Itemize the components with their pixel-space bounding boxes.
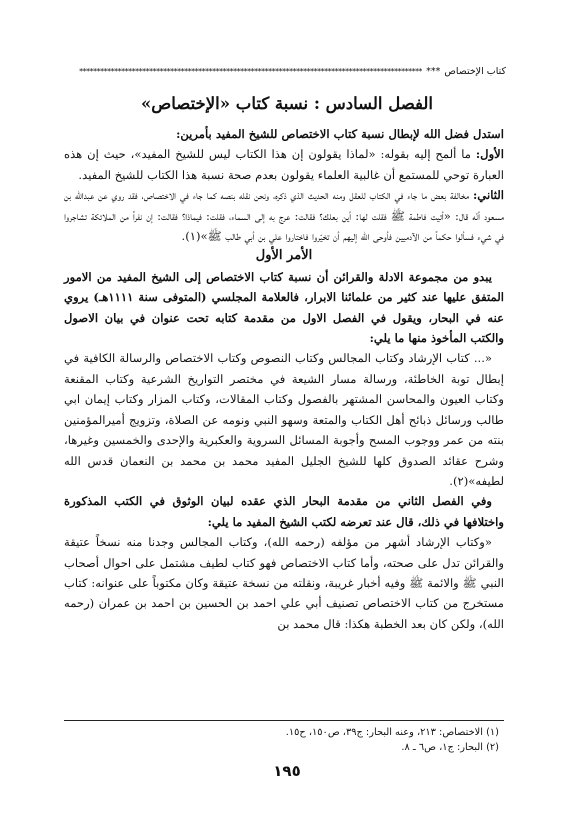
page-number: ١٩٥ [273, 762, 301, 780]
label-first: الأول: [475, 147, 504, 162]
footnote-divider [64, 720, 504, 721]
paragraph-first-reason [64, 144, 504, 185]
body-text [64, 124, 504, 634]
paragraph-evidence: يبدو من مجموعة الادلة والقرائن أن نسبة كتاب الاختصاص إلى الشيخ المفيد من الامور المتفق عليها عند كثير من علمائنا الابرار، فالعلامة المجلسي (المتوفى سنة ١١١١هـ) يروي عنه في البحار، ويقول في الفصل الاول من مقدمة كتابه تحت عنوان في بيان الاصول والكتب المأخوذ منها ما يلي: [64, 269, 504, 346]
text-second: مخالفة بعض ما جاء في الكتاب للعقل ومنه الحديث الذي ذكره، ونحن نقله بنصه كما جاء في الاختصاص، فقد روي عن عبدالله بن مسعود أنّه قال: «أتيت فاطمة ﷺ فقلت لها: أين بعلك؟ فقالت: عرج به إلى السماء، فقلت: فيماذا؟ فقالت: إن نفراً من الملائكة تشاجروا في شيء فسألوا حكماً من الآدميين فأوحى الله إليهم أن تخيّروا فاختاروا علي بن أبي طالب ﷺ»(١). [64, 188, 504, 244]
header-stars-line: ************************************************************************************************** [79, 66, 423, 76]
footnote-1: (١) الاختصاص: ٢١٣، وعنه البحار: ج٣٩، ص١٥٠، ح١٥. [285, 727, 499, 738]
text-first: ما ألمح إليه بقوله: «لماذا يقولون إن هذا الكتاب ليس للشيخ المفيد»، حيث إن هذه العبارة توحي للمستمع أن غالبية العلماء يقولون بعدم صحة نسبة هذا الكتاب للشيخ المفيد. [64, 147, 504, 182]
paragraph-quote-trust: «وكتاب الإرشاد أشهر من مؤلفه (رحمه الله)، وكتاب المجالس وجدنا منه نسخاً عتيقة والقرائن تدل على صحته، وأما كتاب الاختصاص فهو كتاب لطيف مشتمل على احوال أصحاب النبي ﷺ والائمة ﷺ وفيه أخبار غريبة، ونقلته من نسخة عتيقة وكان مكتوباً على عنوانه: كتاب مستخرج من كتاب الاختصاص تصنيف أبي علي احمد بن الحسين بن احمد بن عمران (رحمه الله)، ولكن كان بعد الخطبة هكذا: قال محمد بن [64, 535, 504, 631]
paragraph-quote-books: «... كتاب الإرشاد وكتاب المجالس وكتاب النصوص وكتاب الاختصاص والرسالة الكافية في إبطال توبة الخاطئة، ورسالة مسار الشيعة في مختصر التواريخ الشرعية وكتاب المقنعة وكتاب العيون والمحاسن المشتهر بالفصول وكتاب المقالات، وكتاب المزار وكتاب إيمان ابي طالب ورسائل ذبائح أهل الكتاب والمتعة وسهو النبي ونومه عن الصلاة، وتزويج أميرالمؤمنين بنته من عمر ووجوب المسح وأجوبة المسائل السروية والعكبرية والإحدى والخمسين وغيرها، وشرح عقائد الصدوق كلها للشيخ الجليل المفيد محمد بن محمد بن النعمان قدس الله لطيفه»(٢). [64, 351, 504, 488]
label-second: الثاني: [473, 188, 504, 203]
header-book-title: كتاب الإختصاص [444, 65, 506, 77]
header-stars-right: *** [426, 65, 441, 77]
running-header [68, 64, 506, 78]
chapter-title: الفصل السادس : نسبة كتاب «الإختصاص» [140, 94, 434, 113]
intro-paragraph: استدل فضل الله لإبطال نسبة كتاب الاختصاص للشيخ المفيد بأمرين: [176, 127, 504, 141]
section-heading: الأمر الأول [255, 248, 313, 264]
paragraph-second-reason [64, 185, 504, 246]
paragraph-second-chapter: وفي الفصل الثاني من مقدمة البحار الذي عقده لبيان الوثوق في الكتب المذكورة واختلافها في ذلك، قال عند تعرضه لكتب الشيخ المفيد ما يلي: [64, 494, 504, 529]
footnotes [64, 725, 499, 755]
footnote-2: (٢) البحار: ج١، ص٦ ـ ٨. [401, 742, 499, 753]
